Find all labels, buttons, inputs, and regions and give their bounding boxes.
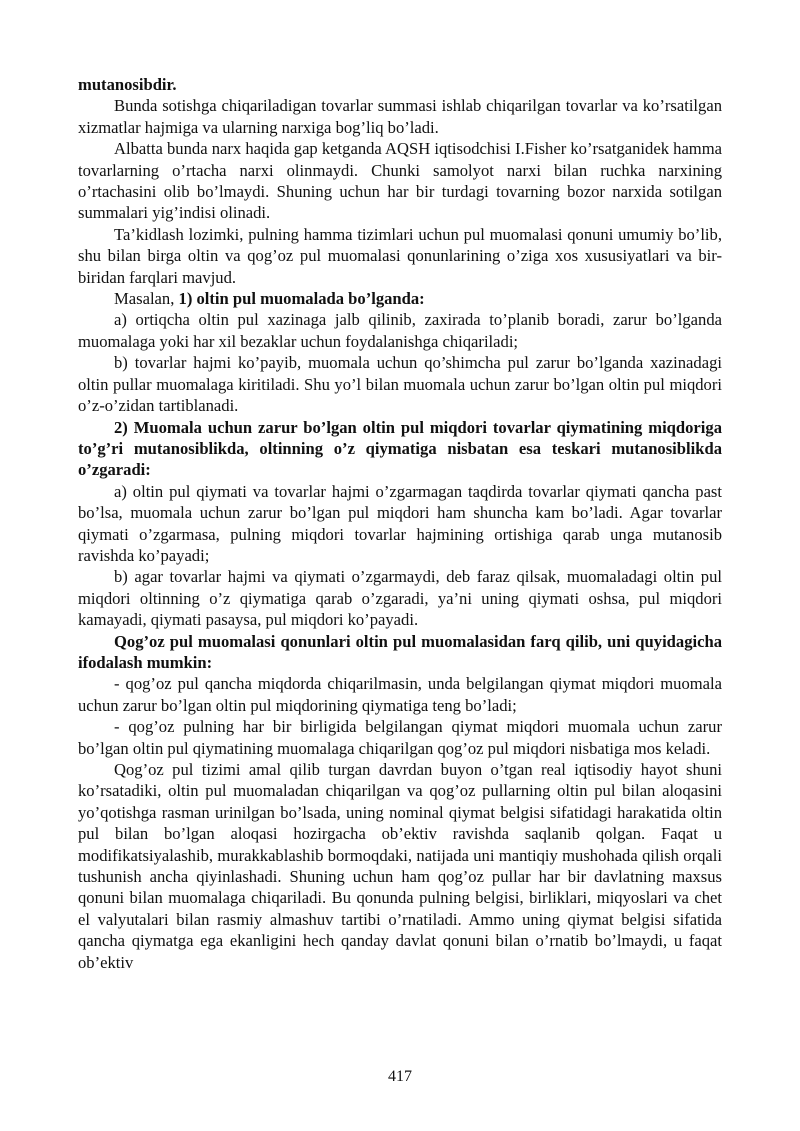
list-item: a) oltin pul qiymati va tovarlar hajmi o’zgarmagan taqdirda tovarlar qiymati qancha past bo’lsa, muomala uchun zarur bo’lgan pul miqdori ham shuncha kam bo’ladi. Agar tovarlar qiymati o’zgarmasa, pulning miqdori tovarlar hajmining ortishiga qarab unga mutanosib ravishda ko’payadi; (78, 481, 722, 565)
list-item: - qog’oz pul qancha miqdorda chiqarilmasin, unda belgilangan qiymat miqdori muomala uchun zarur bo’lgan oltin pul miqdorining qiymatiga teng bo’ladi; (78, 674, 722, 715)
paragraph-continuation: mutanosibdir. (78, 75, 177, 94)
list-item: - qog’oz pulning har bir birligida belgilangan qiymat miqdori muomala uchun zarur bo’lgan oltin pul qiymatining muomalaga chiqarilgan qog’oz pul miqdori nisbatiga mos keladi. (78, 717, 722, 758)
paragraph: Ta’kidlash lozimki, pulning hamma tizimlari uchun pul muomalasi qonuni umumiy bo’lib, shu bilan birga oltin va qog’oz pul muomalasi qonunlarining o’ziga xos xususiyatlari va bir-biridan farqlari mavjud. (78, 224, 722, 287)
list-item: b) tovarlar hajmi ko’payib, muomala uchun qo’shimcha pul zarur bo’lganda xazinadagi oltin pullar muomalaga kiritiladi. Shu yo’l bilan muomala uchun zarur bo’lgan oltin pul miqdori o’z-o’zidan tartiblanadi. (78, 353, 722, 416)
paragraph: Qog’oz pul tizimi amal qilib turgan davrdan buyon o’tgan real iqtisodiy hayot shuni ko’rsatadiki, oltin pul muomaladan chiqarilgan va qog’oz pullarning oltin pul bilan aloqasini yo’qotishga rasman urinilgan bo’lsada, uning nominal qiymat belgisi sifatidagi harakatida oltin pul bilan bo’lgan aloqasi hozirgacha ob’ektiv ravishda saqlanib qolgan. Faqat u modifikatsiyalashib, murakkablashib bormoqdaki, natijada uni mantiqiy mushohada qilish orqali tushunish ancha qiyinlashadi. Shuning uchun ham qog’oz pullar har bir davlatning maxsus qonuni bilan muomalaga chiqariladi. Bu qonunda pulning belgisi, birliklari, miqyoslari va chet el valyutalari bilan rasmiy almashuv tartibi o’rnatiladi. Ammo uning qiymat belgisi sifatida qancha qiymatga ega ekanligini hech qanday davlat qonuni bilan o’rnatib bo’lmaydi, u faqat ob’ektiv (78, 760, 722, 972)
paragraph-lead-text: Masalan, (114, 289, 179, 309)
page-number: 417 (388, 1068, 412, 1085)
paragraph-example-lead (78, 288, 722, 309)
section-heading-paper-money: Qog’oz pul muomalasi qonunlari oltin pul muomalasidan farq qilib, uni quyidagicha ifodalash mumkin: (78, 631, 722, 672)
section-heading-gold-money: 1) oltin pul muomalada bo’lganda: (178, 289, 425, 309)
list-item: b) agar tovarlar hajmi va qiymati o’zgarmaydi, deb faraz qilsak, muomaladagi oltin pul miqdori oltinning o’z qiymatiga qarab o’zgaradi, ya’ni uning qiymati oshsa, pul miqdori kamayadi, qiymati pasaysa, pul miqdori ko’payadi. (78, 567, 722, 630)
list-item: a) ortiqcha oltin pul xazinaga jalb qilinib, zaxirada to’planib boradi, zarur bo’lganda muomalaga yoki har xil bezaklar uchun foydalanishga chiqariladi; (78, 310, 722, 351)
paragraph: Bunda sotishga chiqariladigan tovarlar summasi ishlab chiqarilgan tovarlar va ko’rsatilgan xizmatlar hajmiga va ularning narxiga bog’liq bo’ladi. (78, 96, 722, 137)
section-heading-gold-quantity: 2) Muomala uchun zarur bo’lgan oltin pul miqdori tovarlar qiymatining miqdoriga to’g’ri mutanosiblikda, oltinning o’z qiymatiga nisbatan esa teskari mutanosiblikda o’zgaradi: (78, 417, 722, 480)
paragraph: Albatta bunda narx haqida gap ketganda AQSH iqtisodchisi I.Fisher ko’rsatganidek hamma tovarlarning o’rtacha narxi olinmaydi. Chunki samolyot narxi bilan ruchka narxining o’rtachasini olib bo’lmaydi. Shuning uchun har bir turdagi tovarning bozor narxida sotilgan summalari yig’indisi olinadi. (78, 139, 722, 223)
page-body (78, 74, 722, 973)
